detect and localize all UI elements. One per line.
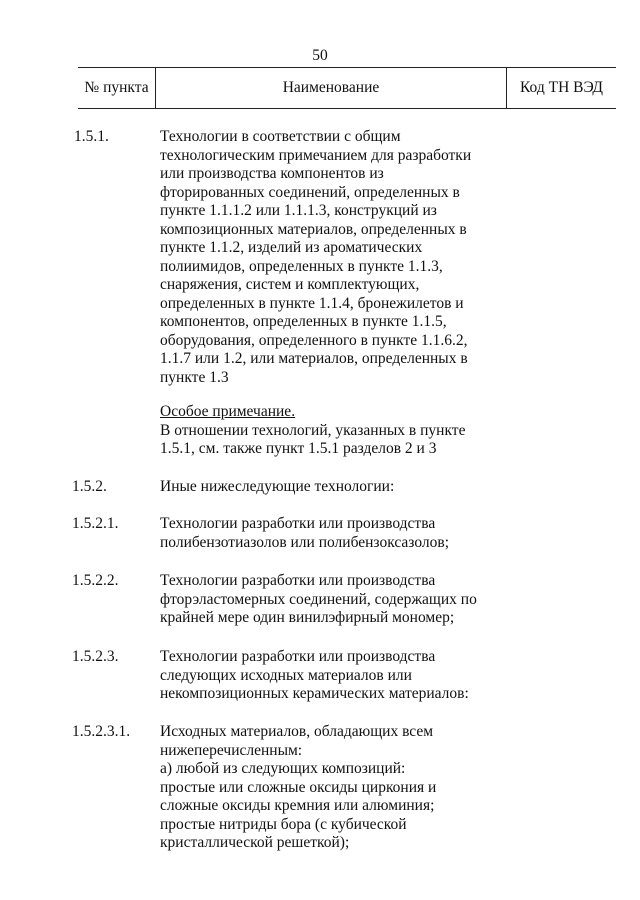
text-line: Технологии разработки или производства bbox=[160, 648, 436, 665]
note-line: 1.5.1, см. также пункт 1.5.1 разделов 2 и 3 bbox=[160, 440, 437, 457]
text-line: Технологии разработки или производства bbox=[160, 572, 436, 589]
text-line: определенных в пункте 1.1.4, бронежилетов и bbox=[160, 294, 464, 312]
note-line: В отношении технологий, указанных в пункте bbox=[160, 421, 466, 439]
header-col-code: Код ТН ВЭД bbox=[519, 79, 603, 96]
header-col-name: Наименование bbox=[156, 68, 507, 108]
entry-text bbox=[160, 572, 520, 628]
text-line: Технологии в соответствии с общим bbox=[160, 128, 401, 145]
page-number: 50 bbox=[312, 47, 328, 64]
entry-number: 1.5.2.3.1. bbox=[72, 723, 131, 740]
text-line: оборудования, определенного в пункте 1.1.6.2, bbox=[160, 331, 468, 349]
text-line: технологическим примечанием для разработки bbox=[160, 146, 472, 164]
text-line: фторированных соединений, определенных в bbox=[160, 183, 460, 201]
text-line: пункте 1.1.1.2 или 1.1.1.3, конструкций из bbox=[160, 202, 437, 219]
entry-number: 1.5.2. bbox=[72, 478, 107, 495]
text-line: Технологии разработки или производства bbox=[160, 515, 436, 532]
text-line: фторэластомерных соединений, содержащих по bbox=[160, 590, 477, 608]
entry-number: 1.5.1. bbox=[74, 128, 109, 145]
text-line: полиимидов, определенных в пункте 1.1.3, bbox=[160, 257, 443, 275]
note-title: Особое примечание. bbox=[160, 403, 296, 420]
entry-text bbox=[160, 128, 520, 387]
text-line: нижеперечисленным: bbox=[160, 741, 303, 759]
text-line: компонентов, определенных в пункте 1.1.5, bbox=[160, 313, 447, 330]
text-line: следующих исходных материалов или bbox=[160, 666, 412, 684]
entry-text bbox=[160, 515, 520, 552]
text-line: некомпозиционных керамических материалов: bbox=[160, 685, 469, 702]
text-line: простые или сложные оксиды циркония и bbox=[160, 778, 437, 796]
table-header bbox=[78, 67, 616, 109]
text-line: или производства компонентов из bbox=[160, 165, 384, 182]
text-line: снаряжения, систем и комплектующих, bbox=[160, 276, 420, 293]
entry-text bbox=[160, 478, 520, 497]
text-line: пункте 1.1.2, изделий из ароматических bbox=[160, 239, 423, 256]
header-col-number: № пункта bbox=[78, 68, 156, 108]
text-line: 1.1.7 или 1.2, или материалов, определенных в bbox=[160, 350, 468, 367]
text-line: пункте 1.3 bbox=[160, 368, 229, 386]
text-line: композиционных материалов, определенных в bbox=[160, 220, 467, 238]
text-line: Исходных материалов, обладающих всем bbox=[160, 723, 434, 740]
text-line: сложные оксиды кремния или алюминия; bbox=[160, 797, 435, 814]
entry-number: 1.5.2.1. bbox=[72, 515, 119, 532]
entry-number: 1.5.2.3. bbox=[72, 648, 119, 665]
text-line: крайней мере один винилэфирный мономер; bbox=[160, 609, 455, 626]
entry-number: 1.5.2.2. bbox=[72, 572, 119, 589]
text-line: простые нитриды бора (с кубической bbox=[160, 815, 407, 833]
special-note bbox=[160, 403, 520, 459]
entry-text bbox=[160, 723, 520, 853]
text-line: а) любой из следующих композиций: bbox=[160, 760, 406, 777]
text-line: полибензотиазолов или полибензоксазолов; bbox=[160, 533, 449, 551]
text-line: кристаллической решеткой); bbox=[160, 834, 350, 851]
entry-text bbox=[160, 648, 520, 704]
text-line: Иные нижеследующие технологии: bbox=[160, 478, 395, 495]
